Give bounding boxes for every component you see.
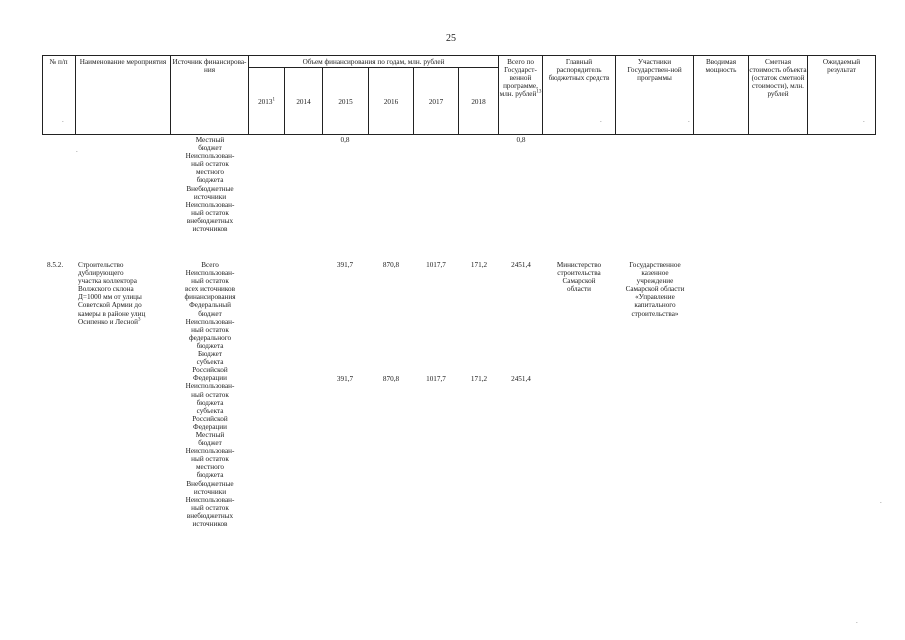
header-year-2014: 2014 [296, 98, 311, 106]
header-distributor: Главный распорядитель бюджетных средств [548, 58, 610, 82]
scan-speck: . [76, 146, 78, 154]
item-number: 8.5.2. [47, 261, 64, 269]
region-row-2016: 870,8 [382, 375, 400, 383]
total-row-2016: 870,8 [382, 261, 400, 269]
scan-speck: . [863, 116, 865, 124]
header-name: Наименование мероприятия [79, 58, 167, 66]
participants-text: Государственное казенное учреждение Самарской области «Управление капитального строительства» [625, 261, 685, 318]
region-row-2018: 171,2 [470, 375, 488, 383]
header-capacity: Вводимая мощность [705, 58, 737, 74]
header-total: Всего по Государст-венной программе, млн. рублей$^{13}$ [499, 58, 542, 98]
total-row-2015: 391,7 [336, 261, 354, 269]
header-no: № п/п [49, 58, 68, 66]
total-row-2017: 1017,7 [426, 261, 446, 269]
scan-speck: . [856, 617, 858, 625]
scan-speck: . [880, 497, 882, 505]
prev-sources-list: Местный бюджет Неиспользован- ный остаток местного бюджета Внебюджетные источники Неиспользован- ный остаток внебюджетных источников [185, 136, 235, 234]
region-row-2017: 1017,7 [426, 375, 446, 383]
region-row-total: 2451,4 [511, 375, 531, 383]
total-row-total: 2451,4 [511, 261, 531, 269]
header-participants: Участники Государствен-ной программы [627, 58, 682, 82]
page-number: 25 [446, 33, 456, 44]
region-row-2015: 391,7 [336, 375, 354, 383]
prev-value-total: 0,8 [516, 136, 526, 144]
header-year-2018: 2018 [471, 98, 486, 106]
header-source: Источник финансирова-ния [172, 58, 247, 74]
header-result: Ожидаемый результат [822, 58, 861, 74]
total-row-2018: 171,2 [470, 261, 488, 269]
item-sources-list: Всего Неиспользован- ный остаток всех источников финансирования Федеральный бюджет Неиспользован- ный остаток федерального бюджета Бюджет субъекта Российской Федерации Неиспользован- ный остаток бюджета субъекта Российской Федерации Местный бюджет Неиспользован- ный остаток местного бюджета Внебюджетные источники Неиспользован- ный остаток внебюджетных источников [184, 261, 236, 528]
header-year-2015: 2015 [338, 98, 353, 106]
scan-speck: . [600, 116, 602, 124]
header-cost: Сметная стоимость объекта (остаток сметной стоимости), млн. рублей [749, 58, 807, 98]
prev-value-2015: 0,8 [340, 136, 350, 144]
header-year-2016: 2016 [383, 98, 399, 106]
distributor-text: Министерство строительства Самарской области [556, 261, 602, 294]
item-name: Строительство дублирующего участка коллектора Волжского склона Д=1000 мм от улицы Советской Армии до камеры в районе улиц Осипенко и Лесной$^3$ [78, 261, 146, 326]
header-funding-group: Объем финансирования по годам, млн. рублей [302, 58, 445, 66]
scan-speck: . [62, 116, 64, 124]
header-year-2013: 2013$^1$ [258, 97, 275, 106]
header-year-2017: 2017 [428, 98, 444, 106]
scan-speck: . [688, 116, 690, 124]
